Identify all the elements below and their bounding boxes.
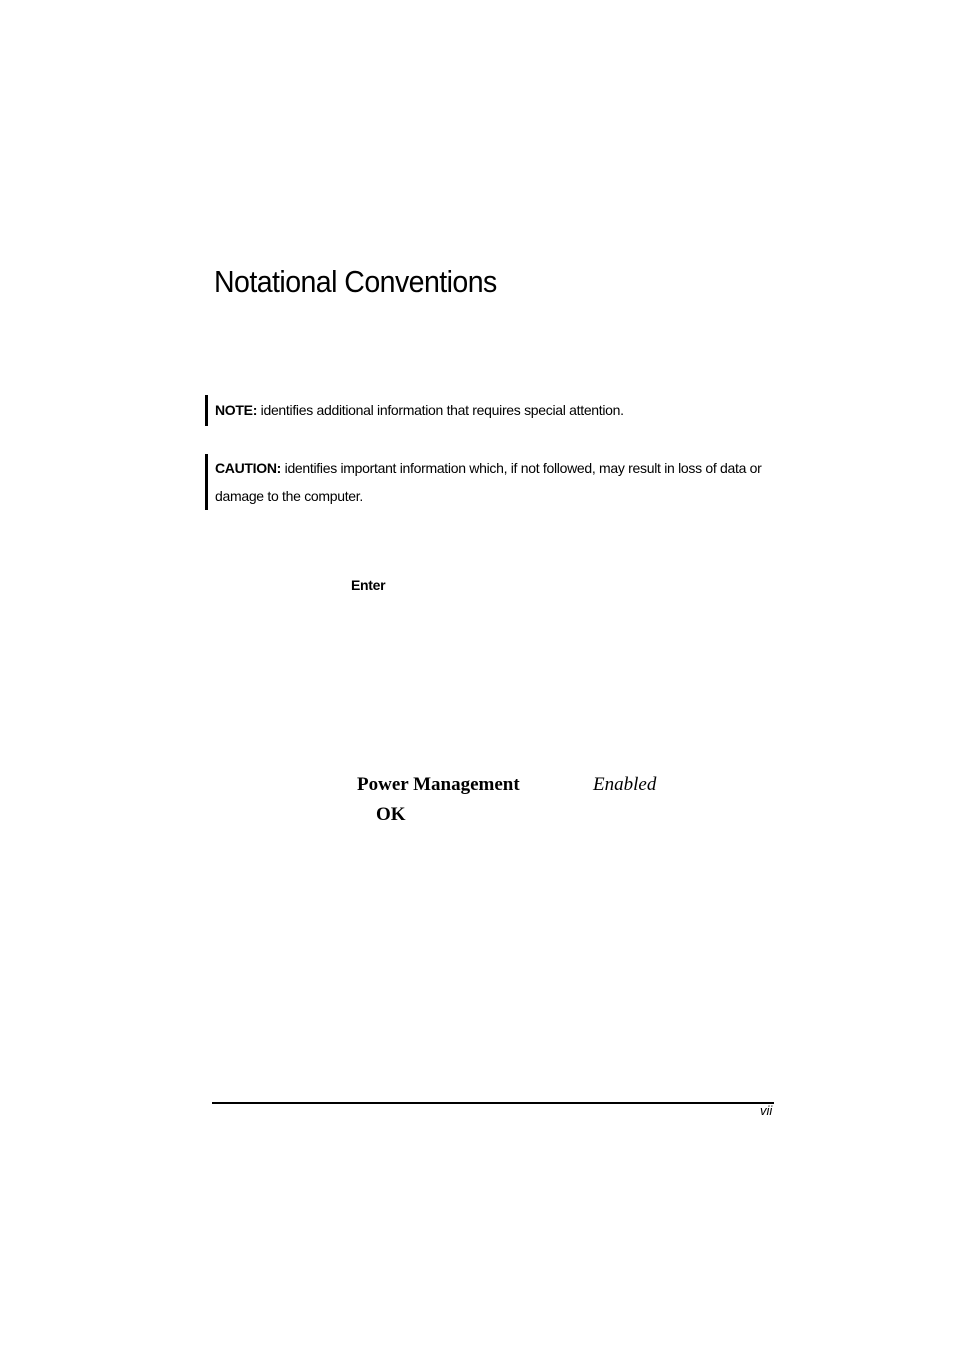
note-text: identifies additional information that requires special attention. xyxy=(257,402,624,418)
footer-divider xyxy=(212,1102,774,1104)
page-title: Notational Conventions xyxy=(214,264,497,299)
option-value-example: Enabled xyxy=(593,774,657,795)
note-callout xyxy=(205,395,775,426)
note-label: NOTE: xyxy=(215,402,258,418)
caution-text: identifies important information which, if not followed, may result in loss of data or damage to the computer. xyxy=(215,460,762,504)
caution-label: CAUTION: xyxy=(215,460,282,476)
button-name-example: OK xyxy=(376,804,406,825)
menu-item-example: Power Management xyxy=(357,774,520,795)
key-name-example: Enter xyxy=(351,577,386,593)
page-number: vii xyxy=(760,1103,773,1118)
caution-callout xyxy=(205,454,775,510)
